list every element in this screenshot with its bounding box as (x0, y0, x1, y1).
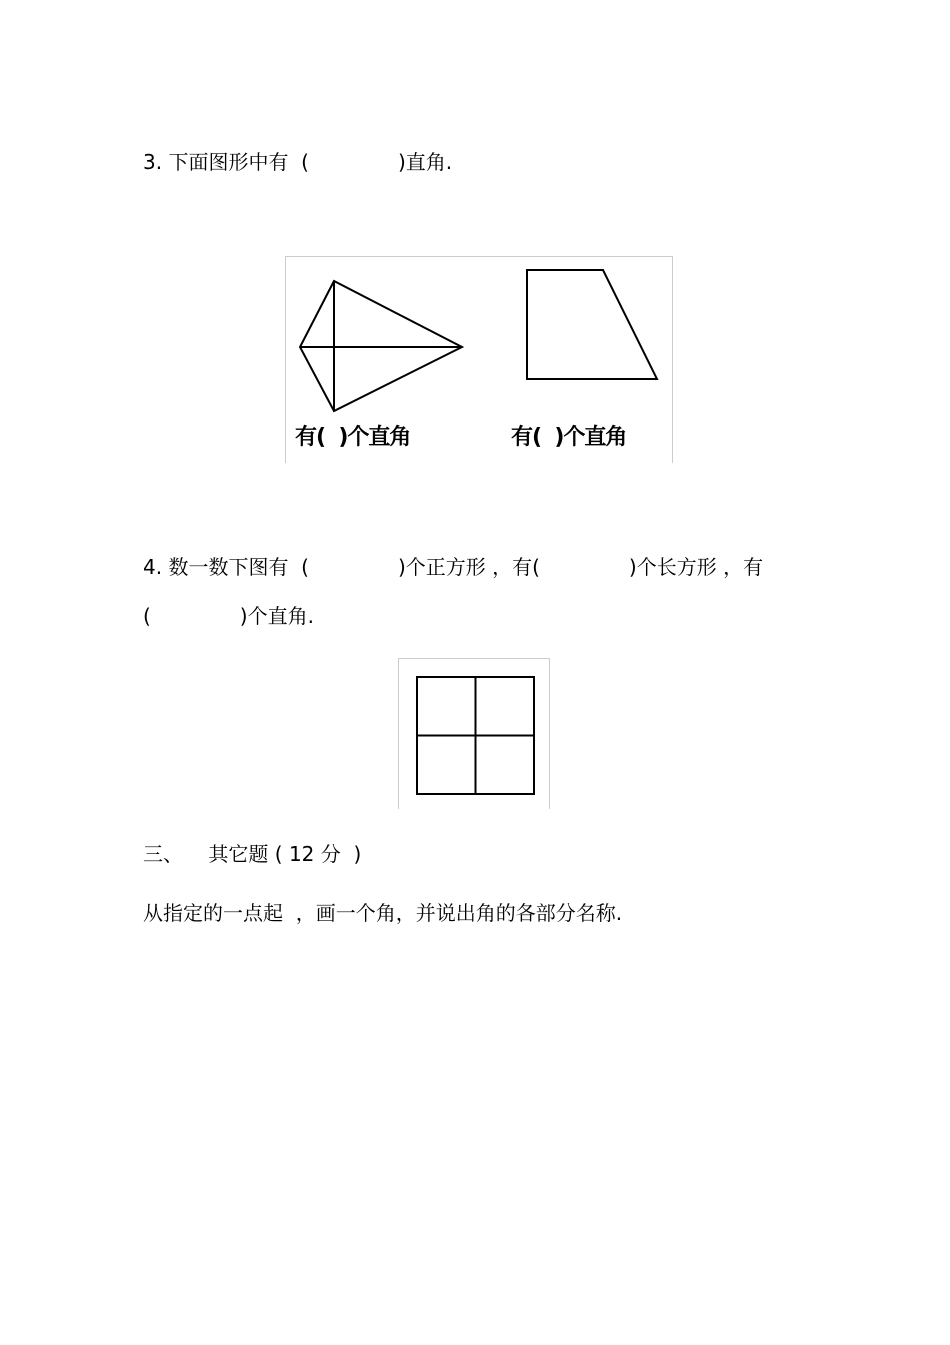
figure-right-angle-shapes (285, 256, 673, 463)
kite-label: 有( )个直角 (295, 425, 411, 450)
grid-drawing (399, 659, 549, 809)
section-3-heading: 三、 其它题 ( 12 分 ) (143, 842, 362, 866)
figure-grid-squares (398, 658, 550, 809)
question-4-line-1: 4. 数一数下图有 ( )个正方形 ，有( )个长方形 ，有 (143, 555, 764, 579)
question-3-prompt: 3. 下面图形中有 ( )直角. (143, 150, 453, 174)
section-3-instruction: 从指定的一点起 ，画一个角，并说出角的各部分名称. (143, 901, 623, 925)
trapezoid-label: 有( )个直角 (511, 425, 627, 450)
trapezoid-shape (527, 270, 657, 379)
question-4-line-2: ( )个直角. (143, 604, 314, 628)
